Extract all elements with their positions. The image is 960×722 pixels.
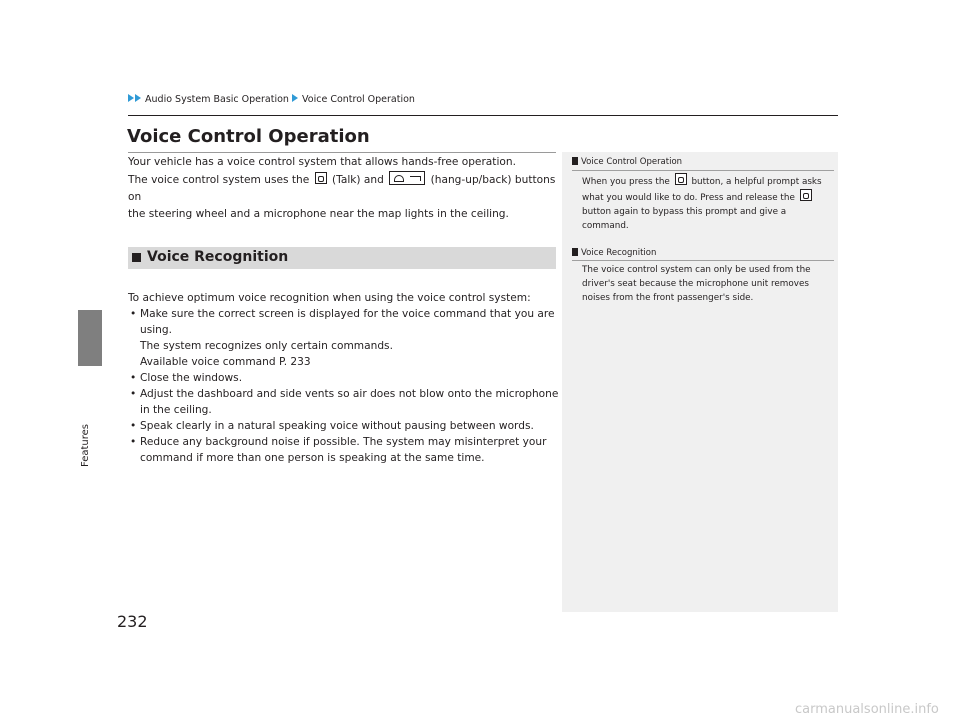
list-subtext: The system recognizes only certain commands. bbox=[140, 340, 393, 352]
breadcrumb bbox=[128, 94, 415, 105]
note-title: Voice Recognition bbox=[572, 248, 656, 258]
section-heading: Voice Recognition bbox=[128, 247, 556, 269]
note-rule bbox=[572, 260, 834, 261]
watermark: carmanualsonline.info bbox=[795, 702, 939, 717]
intro-line: The voice control system uses the (Talk) and (hang-up/back) buttons on bbox=[128, 171, 560, 206]
list-item: • Close the windows. bbox=[130, 372, 243, 384]
page-number: 232 bbox=[117, 612, 148, 631]
note-marker-icon bbox=[572, 157, 578, 165]
breadcrumb-arrow-icon bbox=[292, 94, 298, 102]
list-item: • Adjust the dashboard and side vents so air does not blow onto the microphone in the ceiling. bbox=[130, 388, 559, 416]
list-item: • Reduce any background noise if possible. The system may misinterpret your command if more than one person is speaking at the same time. bbox=[130, 436, 547, 464]
breadcrumb-arrow-icon bbox=[128, 94, 134, 102]
hang-up-back-button-icon bbox=[389, 171, 425, 185]
chapter-tab bbox=[78, 310, 102, 366]
intro-text bbox=[128, 154, 560, 223]
breadcrumb-arrow-icon bbox=[135, 94, 141, 102]
intro-line: the steering wheel and a microphone near the map lights in the ceiling. bbox=[128, 208, 509, 220]
talk-button-icon bbox=[800, 189, 812, 201]
title-rule bbox=[128, 152, 556, 153]
header-rule bbox=[128, 115, 838, 116]
section-body bbox=[128, 290, 560, 466]
cross-reference-link[interactable]: Available voice command P. 233 bbox=[140, 356, 311, 368]
breadcrumb-level2[interactable]: Voice Control Operation bbox=[302, 94, 415, 105]
talk-button-icon bbox=[675, 173, 687, 185]
note-rule bbox=[572, 170, 834, 171]
intro-line: Your vehicle has a voice control system that allows hands-free operation. bbox=[128, 156, 516, 168]
square-bullet-icon bbox=[132, 253, 141, 262]
list-item: • Make sure the correct screen is displayed for the voice command that you are using. The system recognizes only certain commands. Available voice command P. 233 bbox=[128, 306, 560, 370]
list-item: • Speak clearly in a natural speaking voice without pausing between words. bbox=[130, 420, 534, 432]
section-lead: To achieve optimum voice recognition when using the voice control system: bbox=[128, 292, 531, 304]
page-title: Voice Control Operation bbox=[127, 126, 370, 147]
note-body: When you press the button, a helpful prompt asks what you would like to do. Press and release the button again to bypass this prompt and give a command. bbox=[582, 173, 830, 233]
talk-button-icon bbox=[315, 172, 327, 184]
chapter-label: Features bbox=[80, 424, 91, 467]
note-marker-icon bbox=[572, 248, 578, 256]
breadcrumb-level1[interactable]: Audio System Basic Operation bbox=[145, 94, 289, 105]
note-body: The voice control system can only be used from the driver's seat because the microphone unit removes noises from the front passenger's side. bbox=[582, 265, 811, 303]
note-title: Voice Control Operation bbox=[572, 157, 682, 167]
